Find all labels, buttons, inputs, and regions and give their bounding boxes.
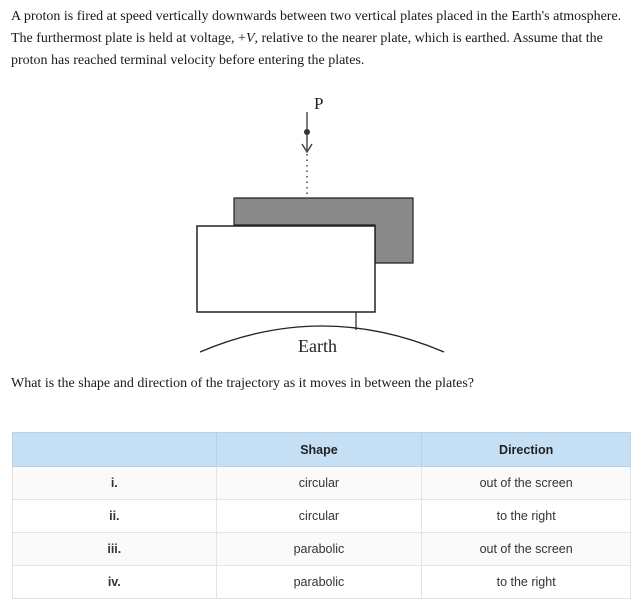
option-number: iv. <box>13 566 217 599</box>
question-text <box>11 6 631 72</box>
option-shape: parabolic <box>216 533 422 566</box>
option-shape: parabolic <box>216 566 422 599</box>
option-number: i. <box>13 467 217 500</box>
plates-diagram <box>0 86 641 366</box>
earth-label: Earth <box>298 336 337 356</box>
table-row[interactable] <box>13 533 631 566</box>
proton-dot <box>304 129 310 135</box>
option-direction: to the right <box>422 500 631 533</box>
question-part-2: , relative to the nearer plate, which is earthed. Assume that the proton has reached terminal velocity before entering the plates. <box>11 31 603 68</box>
option-direction: out of the screen <box>422 467 631 500</box>
option-direction: out of the screen <box>422 533 631 566</box>
header-number <box>13 433 217 467</box>
options-table <box>12 432 631 599</box>
particle-label: P <box>314 94 324 113</box>
near-plate <box>197 226 375 312</box>
option-shape: circular <box>216 467 422 500</box>
prompt-text: What is the shape and direction of the trajectory as it moves in between the plates? <box>11 376 475 391</box>
table-row[interactable] <box>13 467 631 500</box>
question-part-1: A proton is fired at speed vertically downwards between two vertical plates placed in the Earth's atmosphere. The furthermost plate is held at voltage, + <box>11 9 622 46</box>
table-row[interactable] <box>13 566 631 599</box>
header-shape: Shape <box>216 433 422 467</box>
table-row[interactable] <box>13 500 631 533</box>
option-number: iii. <box>13 533 217 566</box>
voltage-symbol: V <box>245 31 255 46</box>
header-direction: Direction <box>422 433 631 467</box>
option-shape: circular <box>216 500 422 533</box>
option-number: ii. <box>13 500 217 533</box>
table-header-row <box>13 433 631 467</box>
option-direction: to the right <box>422 566 631 599</box>
